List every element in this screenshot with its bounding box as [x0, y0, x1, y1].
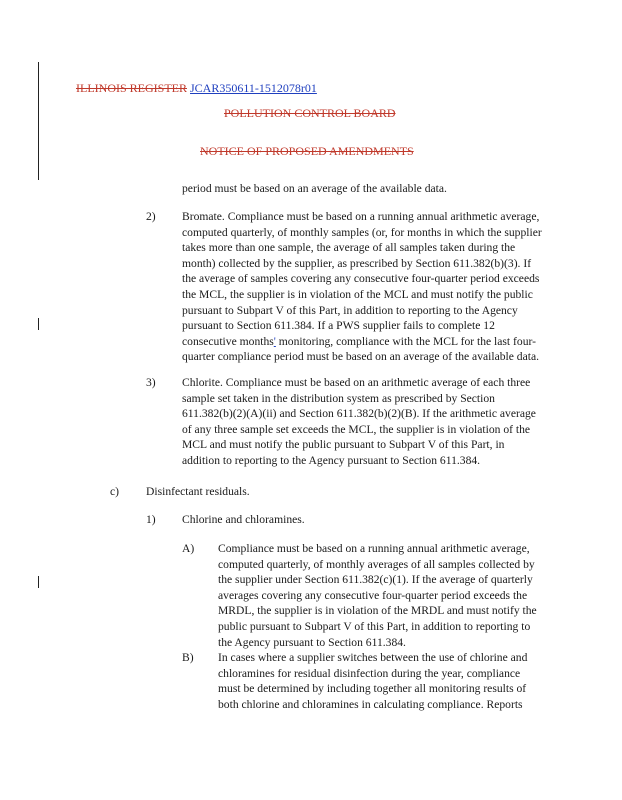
item-a-text: Compliance must be based on a running annual arithmetic average, computed quarterly, of monthly averages of all samples collected by the supplier under Section 611.382(c)(1). If the average of quarterly averages covering any consecutive four-quarter period exceeds the MRDL, the supplier is in violation of the MRDL and must notify the public pursuant to Subpart V of this Part, in addition to reporting to the Agency pursuant to Section 611.384. — [218, 542, 537, 649]
section-c-title: Disinfectant residuals. — [146, 485, 250, 498]
section-c-label: c) — [110, 485, 120, 498]
register-header — [76, 81, 317, 95]
register-code[interactable]: JCAR350611-1512078r01 — [190, 81, 317, 95]
item-a-label: A) — [182, 542, 195, 555]
board-title-struck: POLLUTION CONTROL BOARD — [224, 106, 396, 120]
item-c1-label: 1) — [146, 513, 156, 526]
item-c1-title: Chlorine and chloramines. — [182, 513, 305, 526]
item-3-label: 3) — [146, 376, 156, 389]
item-b-text: In cases where a supplier switches between the use of chlorine and chloramines for residual disinfection during the year, compliance must be determined by including together all monitoring results of both chlorine and chloramines in calculating compliance. Reports — [218, 651, 528, 711]
item-3-text: Chlorite. Compliance must be based on an arithmetic average of each three sample set taken in the distribution system as prescribed by Section 611.382(b)(2)(A)(ii) and Section 611.382(b)(2)(B). If the arithmetic average of any three sample set exceeds the MCL, the supplier is in violation of the MCL and must notify the public pursuant to Subpart V of this Part, in addition to reporting to the Agency pursuant to Section 611.384. — [182, 376, 536, 467]
item-2-text — [182, 209, 544, 365]
continuation-text: period must be based on an average of the available data. — [182, 182, 447, 195]
margin-change-bar — [38, 318, 39, 330]
item-2-text-end: monitoring, compliance with the MCL for the last four-quarter compliance period must be based on an average of the available data. — [182, 334, 539, 364]
notice-title-struck: NOTICE OF PROPOSED AMENDMENTS — [200, 144, 414, 158]
margin-change-bar — [38, 576, 39, 588]
margin-change-bar — [38, 62, 39, 180]
item-2-label: 2) — [146, 210, 156, 223]
register-title-struck: ILLINOIS REGISTER — [76, 81, 187, 95]
inserted-apostrophe: ' — [273, 334, 276, 348]
item-b-label: B) — [182, 651, 194, 664]
item-2-text-main: Bromate. Compliance must be based on a running annual arithmetic average, computed quarterly, of monthly samples (or, for months in which the supplier takes more than one sample, the average of all samples taken during the month) collected by the supplier, as prescribed by Section 611.382(b)(3). If the average of samples covering any consecutive four-quarter period exceeds the MCL, the supplier is in violation of the MCL and must notify the public pursuant to Subpart V of this Part, in addition to reporting to the Agency pursuant to Section 611.384. If a PWS supplier fails to complete 12 consecutive months — [182, 210, 542, 348]
